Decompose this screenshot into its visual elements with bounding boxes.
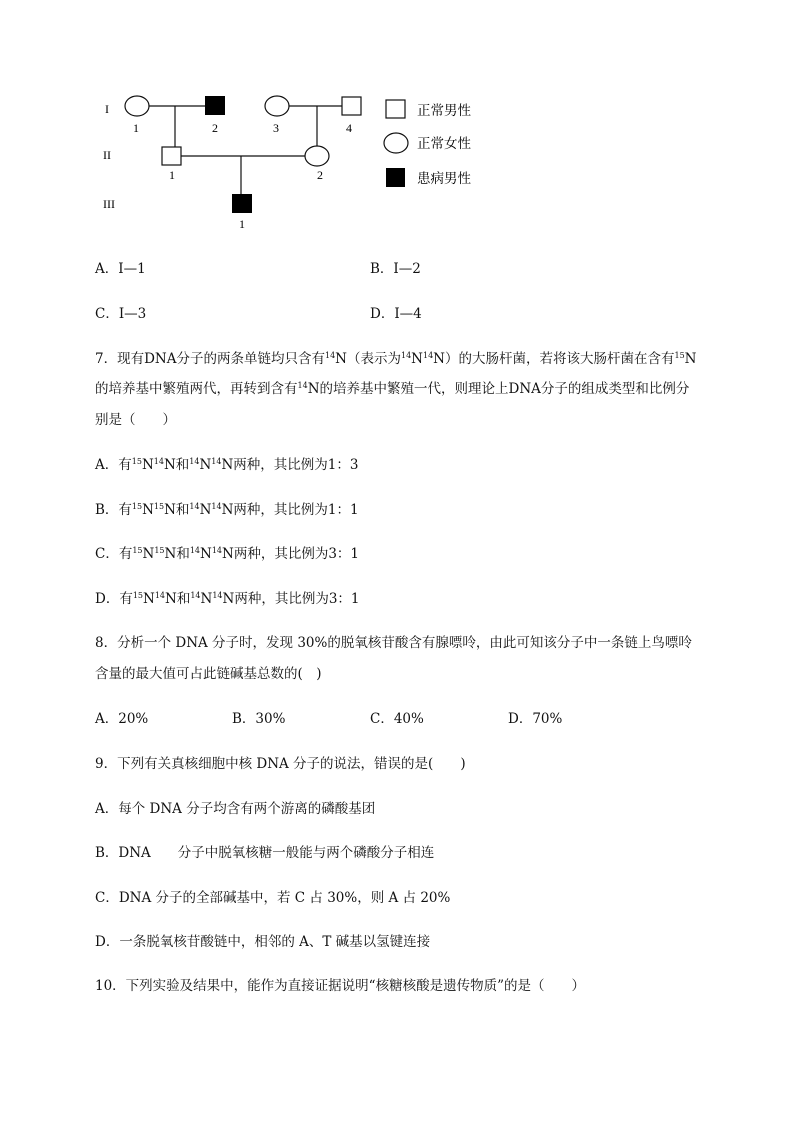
q8-option-d[interactable]: D．70% — [508, 711, 563, 727]
q7-option-a[interactable]: A．有$^{15}N^{14}N$和$^{14}N^{14}N$两种，其比例为1：3 — [95, 457, 359, 473]
individual-I4-normal-male — [342, 97, 361, 115]
legend-normal-male-symbol — [386, 100, 405, 118]
individual-number-I1: 1 — [133, 121, 139, 135]
individual-number-II1: 1 — [169, 168, 175, 182]
generation-label-II: II — [103, 148, 111, 162]
individual-II1-normal-male — [162, 147, 181, 165]
individual-number-II2: 2 — [317, 168, 323, 182]
individual-number-I4: 4 — [346, 121, 352, 135]
q7-option-d[interactable]: D．有$^{15}N^{14}N$和$^{14}N^{14}N$两种，其比例为3：1 — [95, 591, 360, 607]
individual-I2-affected-male — [205, 96, 225, 115]
q8-option-a[interactable]: A．20% — [95, 711, 149, 727]
q8-stem-line1: 8．分析一个 DNA 分子时，发现 30%的脱氧核苷酸含有腺嘌呤，由此可知该分子中一条链上鸟嘌呤 — [95, 635, 692, 651]
q7-option-c[interactable]: C．有$^{15}N^{15}N$和$^{14}N^{14}N$两种，其比例为3：1 — [95, 546, 360, 562]
q8-option-b[interactable]: B．30% — [232, 711, 286, 727]
individual-I3-normal-female — [265, 96, 289, 116]
generation-label-I: I — [105, 102, 109, 116]
q7-stem-line2: 的培养基中繁殖两代，再转到含有$^{14}$N的培养基中繁殖一代，则理论上DNA分子的组成类型和比例分 — [95, 381, 690, 397]
q6-option-d[interactable]: D．Ⅰ—4 — [370, 306, 422, 322]
q6-option-c[interactable]: C．Ⅰ—3 — [95, 306, 147, 322]
individual-II2-normal-female — [305, 146, 329, 166]
q9-option-d[interactable]: D．一条脱氧核苷酸链中，相邻的 A、T 碱基以氢键连接 — [95, 934, 431, 950]
individual-number-III1: 1 — [239, 217, 245, 231]
q6-option-a[interactable]: A．Ⅰ—1 — [95, 261, 146, 277]
pedigree-chart — [95, 88, 515, 238]
legend-normal-female-label: 正常女性 — [417, 136, 471, 152]
q7-option-b[interactable]: B．有$^{15}N^{15}N$和$^{14}N^{14}N$两种，其比例为1：1 — [95, 502, 359, 518]
q8-stem-line2: 含量的最大值可占此链碱基总数的( ) — [95, 666, 322, 682]
legend-affected-male-symbol — [386, 168, 405, 187]
individual-number-I2: 2 — [212, 121, 218, 135]
q9-option-b[interactable]: B．DNA 分子中脱氧核糖一般能与两个磷酸分子相连 — [95, 845, 435, 861]
generation-label-III: III — [103, 197, 115, 211]
q9-stem: 9．下列有关真核细胞中核 DNA 分子的说法，错误的是( ) — [95, 756, 466, 772]
q7-stem-line1: 7．现有DNA分子的两条单链均只含有$^{14}$N（表示为$^{14}N^{14}N$）的大肠杆菌，若将该大肠杆菌在含有$^{15}$N — [95, 351, 697, 367]
individual-III1-affected-male — [232, 194, 252, 213]
q8-option-c[interactable]: C．40% — [370, 711, 424, 727]
q7-stem-line3: 别是（ ） — [95, 412, 176, 428]
q10-stem: 10．下列实验及结果中，能作为直接证据说明“核糖核酸是遗传物质”的是（ ） — [95, 978, 585, 994]
legend-normal-female-symbol — [384, 133, 408, 153]
legend-normal-male-label: 正常男性 — [417, 103, 471, 119]
q9-option-c[interactable]: C．DNA 分子的全部碱基中，若 C 占 30%，则 A 占 20% — [95, 890, 451, 906]
individual-I1-normal-female — [125, 96, 149, 116]
q9-option-a[interactable]: A．每个 DNA 分子均含有两个游离的磷酸基团 — [95, 801, 376, 817]
legend-affected-male-label: 患病男性 — [417, 171, 471, 187]
individual-number-I3: 3 — [273, 121, 279, 135]
q6-option-b[interactable]: B．Ⅰ—2 — [370, 261, 421, 277]
